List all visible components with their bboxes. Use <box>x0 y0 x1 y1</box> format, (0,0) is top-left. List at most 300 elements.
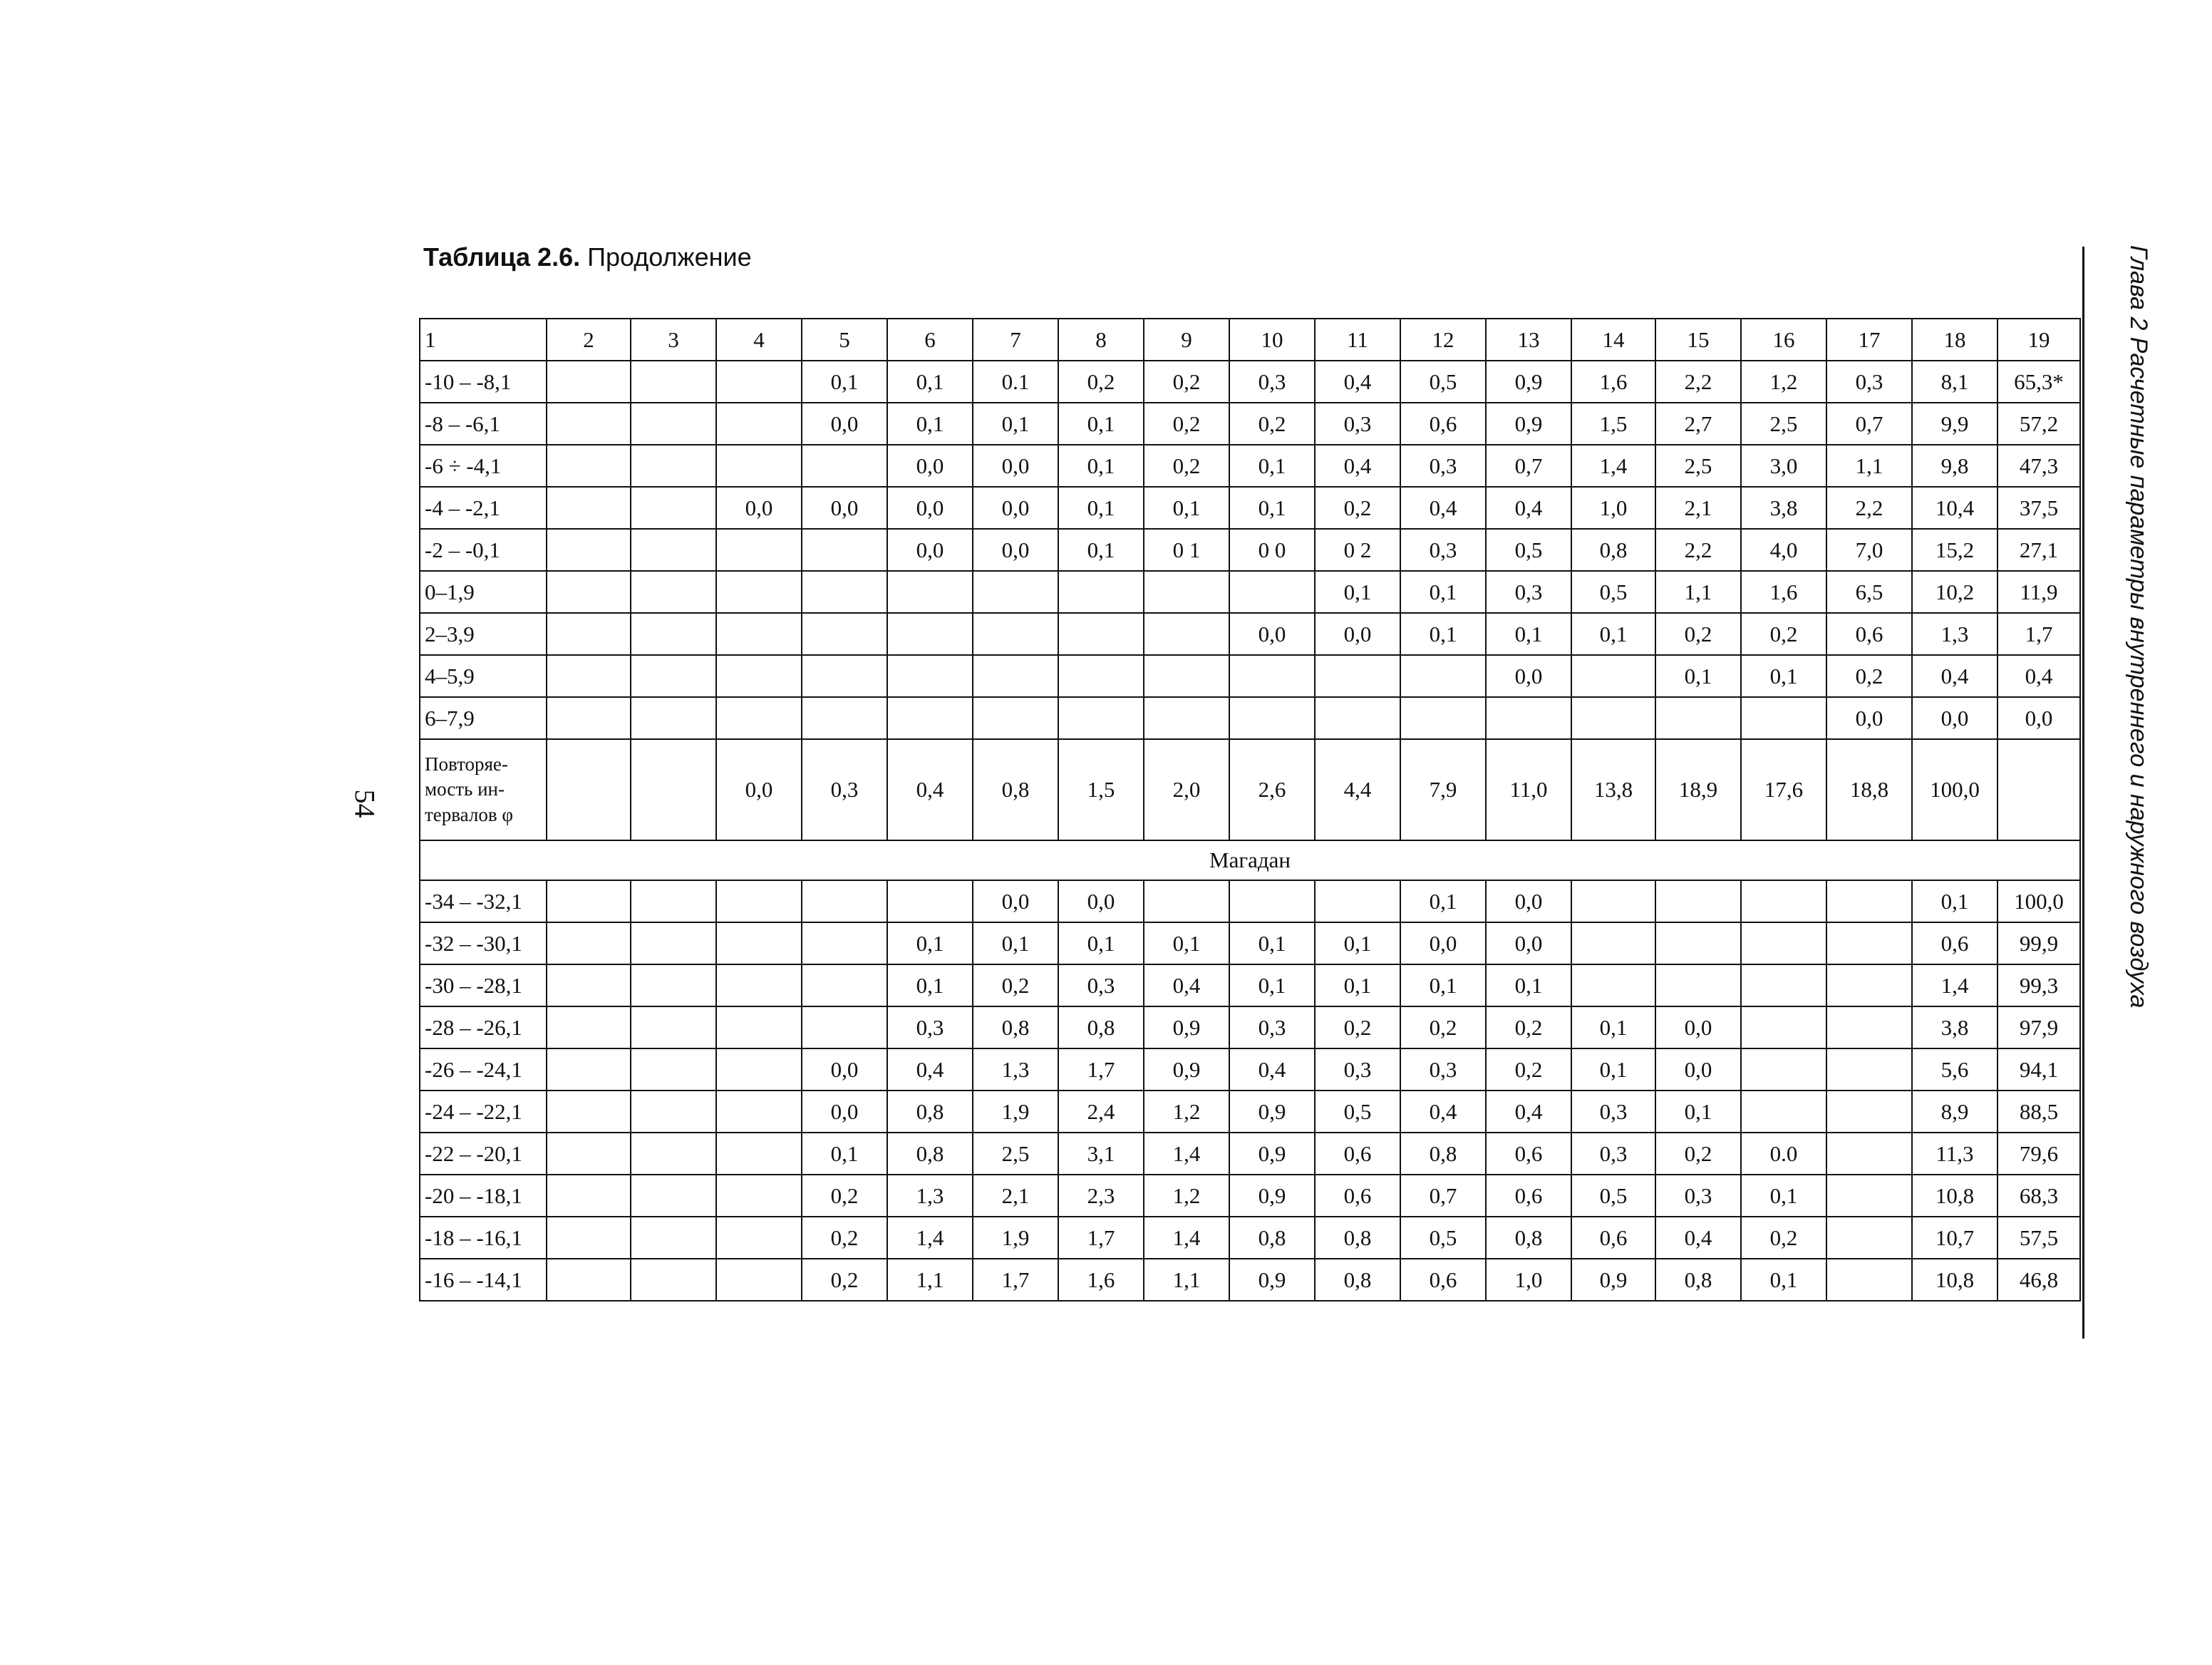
table-cell <box>1571 655 1655 697</box>
table-cell <box>631 529 716 571</box>
table-cell <box>1741 922 1826 964</box>
table-cell <box>802 697 887 739</box>
table-cell: 0,0 <box>1315 613 1400 655</box>
table-cell: 0.0 <box>1741 1133 1826 1175</box>
table-cell: 1,0 <box>1486 1259 1571 1301</box>
table-cell: 0 0 <box>1229 529 1315 571</box>
table-cell: 0,2 <box>802 1217 887 1259</box>
table-cell: 57,5 <box>1997 1217 2080 1259</box>
table-cell <box>716 655 802 697</box>
table-cell: 0,1 <box>1229 922 1315 964</box>
table-cell <box>1741 697 1826 739</box>
table-cell: 0,5 <box>1400 361 1486 403</box>
table-cell <box>1229 697 1315 739</box>
table-cell: 2,3 <box>1058 1175 1144 1217</box>
table-cell <box>716 922 802 964</box>
caption-label: Таблица 2.6. <box>423 242 581 272</box>
table-cell: 0,5 <box>1571 571 1655 613</box>
table-cell <box>1655 697 1741 739</box>
table-cell: 0,3 <box>1400 445 1486 487</box>
row-label-cell: -6 ÷ -4,1 <box>420 445 547 487</box>
table-cell: 11,3 <box>1912 1133 1997 1175</box>
table-cell: 0,0 <box>716 739 802 840</box>
table-cell: 0,0 <box>1400 922 1486 964</box>
table-cell: 0,1 <box>1315 922 1400 964</box>
table-cell <box>1741 880 1826 922</box>
table-cell <box>802 655 887 697</box>
table-cell <box>1144 571 1229 613</box>
table-cell <box>547 361 631 403</box>
table-cell <box>1571 880 1655 922</box>
table-cell: 0,1 <box>1741 655 1826 697</box>
table-cell: 0,9 <box>1229 1091 1315 1133</box>
table-cell: 2,2 <box>1826 487 1912 529</box>
table-cell <box>631 487 716 529</box>
table-cell: 1,2 <box>1144 1175 1229 1217</box>
table-cell: 6 <box>887 319 973 361</box>
table-cell <box>547 655 631 697</box>
table-cell: 18,8 <box>1826 739 1912 840</box>
table-cell: 11,9 <box>1997 571 2080 613</box>
table-cell: 0,0 <box>887 445 973 487</box>
table-cell: 0,3 <box>1400 529 1486 571</box>
table-caption <box>423 242 752 272</box>
table-row <box>420 964 2080 1006</box>
table-cell: 0,0 <box>973 529 1058 571</box>
table-cell: 3,1 <box>1058 1133 1144 1175</box>
table-cell: 0,4 <box>1400 1091 1486 1133</box>
table-cell <box>1229 655 1315 697</box>
table-cell <box>547 1175 631 1217</box>
table-cell <box>631 361 716 403</box>
table-cell: 0,1 <box>1741 1259 1826 1301</box>
table-cell: 88,5 <box>1997 1091 2080 1133</box>
table-cell: 0,1 <box>1315 571 1400 613</box>
table-cell <box>631 922 716 964</box>
table-cell: 0,0 <box>1058 880 1144 922</box>
table-cell: 0,8 <box>1058 1006 1144 1048</box>
row-label-cell: -20 – -18,1 <box>420 1175 547 1217</box>
table-row <box>420 1091 2080 1133</box>
table-cell: 3 <box>631 319 716 361</box>
table-cell <box>973 613 1058 655</box>
table-cell: 0,1 <box>1486 964 1571 1006</box>
table-cell: 0,0 <box>887 529 973 571</box>
table-cell: 0,2 <box>1741 1217 1826 1259</box>
table-cell: 8,1 <box>1912 361 1997 403</box>
table-cell: 0,4 <box>1144 964 1229 1006</box>
table-cell: 5,6 <box>1912 1048 1997 1091</box>
table-row <box>420 487 2080 529</box>
row-label-cell: 4–5,9 <box>420 655 547 697</box>
table-cell <box>631 880 716 922</box>
table-cell: 0,5 <box>1486 529 1571 571</box>
table-cell: 0,0 <box>973 880 1058 922</box>
table-cell <box>1144 697 1229 739</box>
table-cell <box>1826 1091 1912 1133</box>
table-cell: 7 <box>973 319 1058 361</box>
table-cell <box>547 697 631 739</box>
table-cell: 0,1 <box>1315 964 1400 1006</box>
table-cell <box>1571 697 1655 739</box>
table-cell <box>631 1217 716 1259</box>
table-cell: 100,0 <box>1912 739 1997 840</box>
table-cell <box>631 1091 716 1133</box>
table-cell: 0,3 <box>802 739 887 840</box>
table-cell: 94,1 <box>1997 1048 2080 1091</box>
table-cell: 18 <box>1912 319 1997 361</box>
table-cell: 13,8 <box>1571 739 1655 840</box>
table-cell: 1,4 <box>1571 445 1655 487</box>
table-cell: 0,7 <box>1826 403 1912 445</box>
table-cell <box>716 1259 802 1301</box>
side-rule <box>2082 247 2084 1339</box>
table-row <box>420 445 2080 487</box>
row-label-cell: -2 – -0,1 <box>420 529 547 571</box>
running-header: Глава 2 Расчетные параметры внутреннего и наружного воздуха <box>2125 245 2152 1009</box>
row-label-cell: -34 – -32,1 <box>420 880 547 922</box>
table-cell: 0,1 <box>1058 529 1144 571</box>
table-cell <box>716 964 802 1006</box>
table-cell: 0,4 <box>1315 361 1400 403</box>
table-cell: 0,0 <box>1486 922 1571 964</box>
table-cell: 0,1 <box>1400 880 1486 922</box>
row-label-cell: 0–1,9 <box>420 571 547 613</box>
row-label-cell: -4 – -2,1 <box>420 487 547 529</box>
table-cell: 0,8 <box>1571 529 1655 571</box>
table-cell: 0,0 <box>1486 880 1571 922</box>
table-cell: 0,2 <box>1655 1133 1741 1175</box>
table-cell: 0,9 <box>1144 1006 1229 1048</box>
table-cell: 0,9 <box>1229 1259 1315 1301</box>
row-label-cell: -10 – -8,1 <box>420 361 547 403</box>
table-cell: 0,8 <box>1400 1133 1486 1175</box>
table-cell: 0,8 <box>1229 1217 1315 1259</box>
table-cell: 0,8 <box>1315 1217 1400 1259</box>
table-cell: 0,1 <box>1400 571 1486 613</box>
table-cell <box>716 571 802 613</box>
table-cell <box>716 1091 802 1133</box>
table-cell <box>547 1048 631 1091</box>
table-cell: 0,2 <box>802 1175 887 1217</box>
table-cell: 14 <box>1571 319 1655 361</box>
table-cell: 0,2 <box>1486 1048 1571 1091</box>
table-cell: 3,8 <box>1741 487 1826 529</box>
table-cell <box>1058 613 1144 655</box>
table-cell: 0,3 <box>1229 1006 1315 1048</box>
table-cell <box>1741 964 1826 1006</box>
table-cell <box>547 571 631 613</box>
table-cell: 11,0 <box>1486 739 1571 840</box>
table-cell <box>1826 1217 1912 1259</box>
table-cell <box>631 1259 716 1301</box>
table-cell: 0,2 <box>1229 403 1315 445</box>
page-number: 54 <box>348 789 381 818</box>
table-cell <box>547 1091 631 1133</box>
table-cell: 0,1 <box>1229 964 1315 1006</box>
table-cell <box>716 361 802 403</box>
table-cell: 0,8 <box>887 1091 973 1133</box>
table-cell: 17 <box>1826 319 1912 361</box>
table-cell: 0,9 <box>1229 1133 1315 1175</box>
table-cell: 0,6 <box>1486 1133 1571 1175</box>
table-cell <box>716 403 802 445</box>
table-cell: 0,0 <box>716 487 802 529</box>
table-cell: 0,0 <box>1486 655 1571 697</box>
table-cell <box>1571 964 1655 1006</box>
table-cell: 0,1 <box>1912 880 1997 922</box>
table-cell: 4,4 <box>1315 739 1400 840</box>
table-cell: 1,1 <box>1655 571 1741 613</box>
table-row <box>420 361 2080 403</box>
table-cell <box>631 655 716 697</box>
table-cell: 1,1 <box>887 1259 973 1301</box>
caption-text: Продолжение <box>587 242 752 272</box>
table-cell <box>1826 922 1912 964</box>
table-cell <box>1655 964 1741 1006</box>
repeat-row <box>420 739 2080 840</box>
table-cell: 1,0 <box>1571 487 1655 529</box>
table-cell: 16 <box>1741 319 1826 361</box>
table-cell <box>631 445 716 487</box>
table-cell: 0,1 <box>887 964 973 1006</box>
table-cell: 0,0 <box>1826 697 1912 739</box>
table-cell <box>802 964 887 1006</box>
table-cell: 1,3 <box>887 1175 973 1217</box>
table-cell: 0,1 <box>1571 1006 1655 1048</box>
table-cell <box>631 1048 716 1091</box>
table-cell <box>973 655 1058 697</box>
table-cell: 0,1 <box>1144 922 1229 964</box>
table-cell: 0,2 <box>1315 487 1400 529</box>
table-cell: 0,8 <box>1655 1259 1741 1301</box>
table-cell: 1,9 <box>973 1091 1058 1133</box>
table-cell: 0,1 <box>1058 403 1144 445</box>
table-cell <box>1655 922 1741 964</box>
table-cell <box>1741 1006 1826 1048</box>
table-cell: 0,3 <box>1400 1048 1486 1091</box>
table-cell: 0,2 <box>1655 613 1741 655</box>
table-cell: 0,1 <box>1400 613 1486 655</box>
table-row <box>420 613 2080 655</box>
table-cell: 0,0 <box>1912 697 1997 739</box>
table-cell: 0,9 <box>1486 361 1571 403</box>
row-label-cell: -28 – -26,1 <box>420 1006 547 1048</box>
table-cell: 15,2 <box>1912 529 1997 571</box>
table-row <box>420 697 2080 739</box>
table-cell: 0,4 <box>887 1048 973 1091</box>
table-row <box>420 1133 2080 1175</box>
table-cell <box>1826 880 1912 922</box>
table-cell: 9,9 <box>1912 403 1997 445</box>
table-cell: 79,6 <box>1997 1133 2080 1175</box>
table-cell: 0,4 <box>1912 655 1997 697</box>
table-cell: 0,2 <box>1400 1006 1486 1048</box>
table-cell <box>631 964 716 1006</box>
table-cell: 0,3 <box>1486 571 1571 613</box>
table-cell <box>1997 739 2080 840</box>
table-cell: 0,2 <box>1144 403 1229 445</box>
row-label-cell: -22 – -20,1 <box>420 1133 547 1175</box>
table-cell: 2,5 <box>1655 445 1741 487</box>
table-cell: 0,9 <box>1229 1175 1315 1217</box>
table-cell <box>716 1006 802 1048</box>
table-cell <box>716 1175 802 1217</box>
table-cell: 0,1 <box>1400 964 1486 1006</box>
table-cell: 65,3* <box>1997 361 2080 403</box>
table-cell: 0,1 <box>887 403 973 445</box>
table-cell <box>802 529 887 571</box>
table-cell <box>887 613 973 655</box>
row-label-cell: 1 <box>420 319 547 361</box>
table-row <box>420 1175 2080 1217</box>
table-row <box>420 1259 2080 1301</box>
row-label-cell: -30 – -28,1 <box>420 964 547 1006</box>
table-cell: 0,1 <box>1571 613 1655 655</box>
table-cell <box>1315 697 1400 739</box>
table-cell: 5 <box>802 319 887 361</box>
table-cell: 2,7 <box>1655 403 1741 445</box>
table-cell: 1,7 <box>973 1259 1058 1301</box>
table-cell: 0,0 <box>802 487 887 529</box>
table-cell: 46,8 <box>1997 1259 2080 1301</box>
table-cell <box>547 964 631 1006</box>
table-cell <box>1144 880 1229 922</box>
table-cell <box>547 529 631 571</box>
table-cell <box>716 1217 802 1259</box>
table-cell: 0,1 <box>802 1133 887 1175</box>
table-cell: 3,0 <box>1741 445 1826 487</box>
table-cell: 0,1 <box>887 361 973 403</box>
table-cell: 13 <box>1486 319 1571 361</box>
table-row <box>420 571 2080 613</box>
table-cell <box>547 1217 631 1259</box>
table-cell: 1,2 <box>1741 361 1826 403</box>
table-cell: 0,1 <box>1058 487 1144 529</box>
table-cell: 0,5 <box>1571 1175 1655 1217</box>
table-cell <box>716 697 802 739</box>
table-cell: 8 <box>1058 319 1144 361</box>
table-cell: 9 <box>1144 319 1229 361</box>
row-label-cell: -26 – -24,1 <box>420 1048 547 1091</box>
table-cell: 0,0 <box>1997 697 2080 739</box>
section-title: Магадан <box>420 840 2080 880</box>
table-cell: 99,9 <box>1997 922 2080 964</box>
table-cell: 0,8 <box>1315 1259 1400 1301</box>
table-cell: 0,2 <box>1144 361 1229 403</box>
table-cell: 0,9 <box>1571 1259 1655 1301</box>
table-cell: 0,5 <box>1315 1091 1400 1133</box>
table-cell <box>716 1048 802 1091</box>
table-cell <box>887 880 973 922</box>
table-cell: 4 <box>716 319 802 361</box>
table-cell <box>1826 964 1912 1006</box>
table-cell: 0,1 <box>1058 445 1144 487</box>
table-cell: 1,4 <box>1144 1133 1229 1175</box>
table-cell: 1,4 <box>887 1217 973 1259</box>
table-cell: 0,1 <box>1058 922 1144 964</box>
table-cell: 0,0 <box>802 403 887 445</box>
table-cell: 0,4 <box>1400 487 1486 529</box>
table-cell: 0,0 <box>802 1091 887 1133</box>
table-cell: 0,3 <box>1229 361 1315 403</box>
table-cell: 10,7 <box>1912 1217 1997 1259</box>
table-cell <box>631 1006 716 1048</box>
table-cell: 19 <box>1997 319 2080 361</box>
table-cell: 0,3 <box>887 1006 973 1048</box>
table-cell: 10,4 <box>1912 487 1997 529</box>
table-cell: 18,9 <box>1655 739 1741 840</box>
table-cell: 0.1 <box>973 361 1058 403</box>
table-cell: 1,6 <box>1741 571 1826 613</box>
table-cell: 0,2 <box>1315 1006 1400 1048</box>
table-cell: 0,1 <box>1486 613 1571 655</box>
table-cell: 2,1 <box>973 1175 1058 1217</box>
table-cell: 0,4 <box>1655 1217 1741 1259</box>
table-cell <box>547 922 631 964</box>
table-cell: 1,5 <box>1058 739 1144 840</box>
table-cell: 37,5 <box>1997 487 2080 529</box>
table-cell: 0,2 <box>973 964 1058 1006</box>
table-cell <box>1400 655 1486 697</box>
table-cell <box>547 1133 631 1175</box>
table-cell: 0,0 <box>1229 613 1315 655</box>
table-row <box>420 1006 2080 1048</box>
table-cell: 6,5 <box>1826 571 1912 613</box>
table-cell: 0,0 <box>973 445 1058 487</box>
table-cell: 0,1 <box>887 922 973 964</box>
table-cell: 0,4 <box>1315 445 1400 487</box>
table-row <box>420 880 2080 922</box>
table-cell: 0,1 <box>1655 1091 1741 1133</box>
table-cell: 0,3 <box>1826 361 1912 403</box>
table-cell: 1,3 <box>1912 613 1997 655</box>
table-cell <box>887 571 973 613</box>
table-cell: 0,6 <box>1912 922 1997 964</box>
row-label-cell: -16 – -14,1 <box>420 1259 547 1301</box>
row-label-cell: -24 – -22,1 <box>420 1091 547 1133</box>
table-cell: 0,6 <box>1400 403 1486 445</box>
table-cell: 100,0 <box>1997 880 2080 922</box>
table-cell <box>1826 1175 1912 1217</box>
table-cell <box>1144 655 1229 697</box>
table-cell: 0,2 <box>1058 361 1144 403</box>
table-cell <box>1058 571 1144 613</box>
table-cell: 7,0 <box>1826 529 1912 571</box>
header-row <box>420 319 2080 361</box>
row-label-cell: -8 – -6,1 <box>420 403 547 445</box>
table-cell <box>1058 697 1144 739</box>
table-cell <box>547 880 631 922</box>
table-cell <box>631 571 716 613</box>
table-cell: 2 <box>547 319 631 361</box>
table-cell <box>547 403 631 445</box>
table-cell: 0,1 <box>802 361 887 403</box>
row-label-cell: -32 – -30,1 <box>420 922 547 964</box>
table-cell: 10,8 <box>1912 1259 1997 1301</box>
table-cell: 0 2 <box>1315 529 1400 571</box>
table-cell: 1,3 <box>973 1048 1058 1091</box>
table-cell: 0,1 <box>1571 1048 1655 1091</box>
table-cell: 15 <box>1655 319 1741 361</box>
table-cell <box>1741 1048 1826 1091</box>
table-row <box>420 1048 2080 1091</box>
table-cell <box>1655 880 1741 922</box>
table-cell <box>887 655 973 697</box>
table-cell <box>802 1006 887 1048</box>
table-cell: 1,7 <box>1997 613 2080 655</box>
table-cell <box>1315 655 1400 697</box>
